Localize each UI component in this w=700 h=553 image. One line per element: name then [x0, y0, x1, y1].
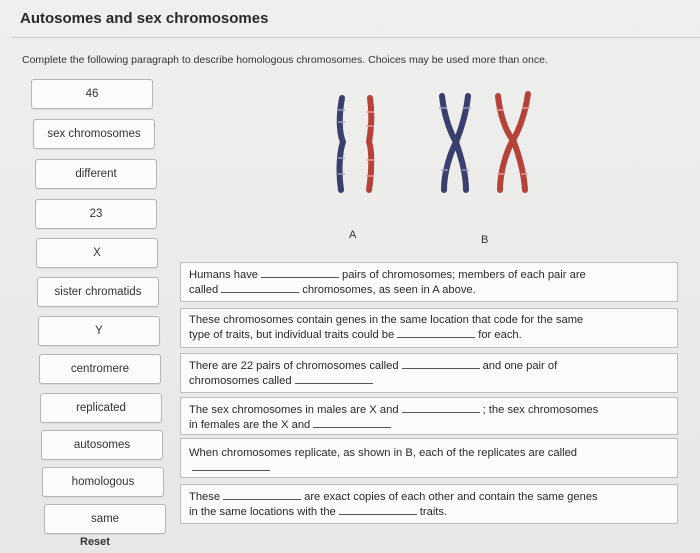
choice-autosomes[interactable] — [41, 430, 163, 460]
q6-drop-zone-2[interactable] — [339, 504, 417, 515]
q1-text-2: pairs of chromosomes; members of each pair are — [342, 269, 586, 281]
q4-text-3: in females are the X and — [189, 419, 311, 431]
choice-same[interactable] — [44, 504, 166, 534]
question-2 — [180, 308, 678, 348]
choice-y[interactable] — [38, 316, 160, 346]
choice-label: sister chromatids — [54, 286, 142, 298]
choice-sex-chromosomes[interactable] — [33, 119, 155, 149]
choice-different[interactable] — [35, 159, 157, 189]
q2-drop-zone-1[interactable] — [397, 327, 475, 338]
q6-text-2: are exact copies of each other and contain the same genes — [304, 491, 598, 503]
question-1 — [180, 262, 678, 302]
q4-text-1: The sex chromosomes in males are X and — [189, 404, 399, 416]
choice-sister-chromatids[interactable] — [37, 277, 159, 307]
question-3 — [180, 353, 678, 393]
choice-label: homologous — [71, 476, 135, 488]
choice-homologous[interactable] — [42, 467, 164, 497]
figure-label-a: A — [349, 229, 357, 241]
choice-x[interactable] — [36, 238, 158, 268]
q4-drop-zone-1[interactable] — [402, 402, 480, 413]
choice-label: sex chromosomes — [47, 128, 141, 140]
q6-text-1: These — [189, 491, 221, 503]
chromosome-figure — [320, 90, 550, 200]
q6-text-4: traits. — [419, 506, 448, 518]
choice-replicated[interactable] — [40, 393, 162, 423]
q2-text-3: for each. — [478, 329, 522, 341]
homologous-pair-figure — [338, 98, 374, 190]
q3-text-3: chromosomes called — [189, 375, 292, 387]
q4-drop-zone-2[interactable] — [313, 417, 391, 428]
choice-label: 23 — [89, 208, 103, 220]
choice-label: X — [93, 247, 101, 259]
q5-drop-zone-1[interactable] — [192, 460, 270, 471]
q6-drop-zone-1[interactable] — [223, 489, 301, 500]
q1-text-3: called — [189, 284, 219, 296]
replicated-chromosomes-figure — [439, 94, 530, 190]
q6-text-3: in the same locations with the — [189, 506, 336, 518]
choice-label: Y — [95, 325, 103, 337]
q3-text-1: There are 22 pairs of chromosomes called — [189, 360, 399, 372]
figure-label-b: B — [481, 234, 489, 246]
q2-text-2: type of traits, but individual traits could be — [189, 329, 395, 341]
divider — [12, 37, 700, 38]
q1-text-4: chromosomes, as seen in A above. — [302, 284, 476, 296]
choice-46[interactable] — [31, 79, 153, 109]
q1-drop-zone-1[interactable] — [261, 267, 339, 278]
question-4 — [180, 397, 678, 435]
choice-label: different — [75, 168, 117, 180]
choice-label: same — [90, 513, 120, 525]
page-title: Autosomes and sex chromosomes — [20, 10, 269, 27]
q3-drop-zone-1[interactable] — [402, 358, 480, 369]
choice-23[interactable] — [35, 199, 157, 229]
choice-label: autosomes — [73, 439, 131, 451]
q5-text-1: When chromosomes replicate, as shown in B, each of the replicates are called — [189, 447, 578, 459]
choice-label: centromere — [70, 363, 130, 375]
reset-button[interactable]: Reset — [80, 536, 110, 548]
question-5 — [180, 438, 678, 478]
question-6 — [180, 484, 678, 524]
q4-text-2: ; the sex chromosomes — [482, 404, 599, 416]
q1-text-1: Humans have — [189, 269, 259, 281]
instructions: Complete the following paragraph to describe homologous chromosomes. Choices may be used more than once. — [22, 54, 548, 66]
q3-text-2: and one pair of — [482, 360, 558, 372]
q2-text-1: These chromosomes contain genes in the same location that code for the same — [189, 314, 584, 326]
choice-centromere[interactable] — [39, 354, 161, 384]
q3-drop-zone-2[interactable] — [295, 373, 373, 384]
choice-label: 46 — [85, 88, 99, 100]
choice-label: replicated — [76, 402, 126, 414]
q1-drop-zone-2[interactable] — [221, 282, 299, 293]
